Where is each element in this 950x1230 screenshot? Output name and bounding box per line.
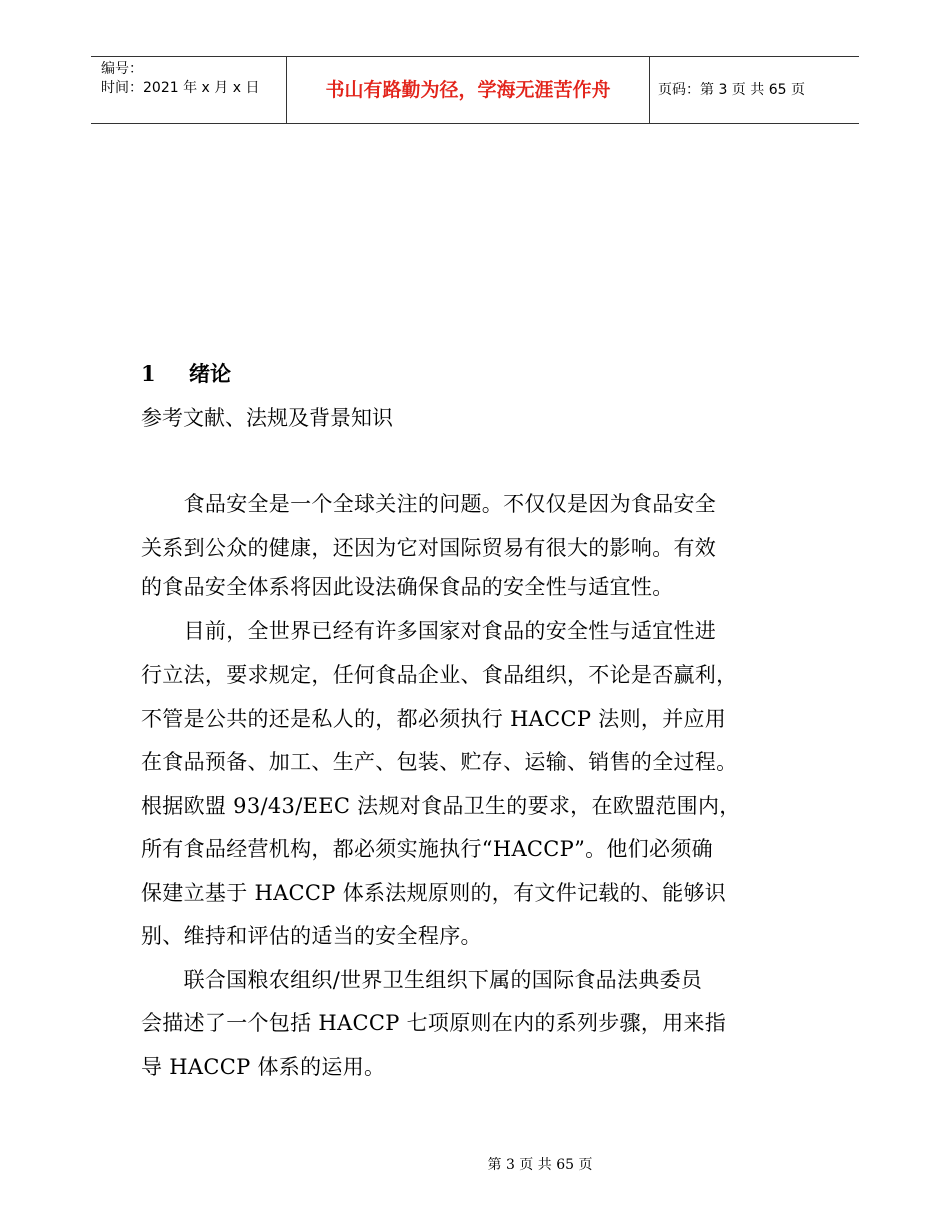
body-line: 所有食品经营机构，都必须实施执行“HACCP”。他们必须确: [141, 837, 713, 861]
body-line: 行立法，要求规定，任何食品企业、食品组织，不论是否赢利，: [141, 663, 738, 687]
date-label: 时间：2021 年 x 月 x 日: [101, 80, 260, 96]
page-header: [91, 56, 859, 124]
section-subtitle: 参考文献、法规及背景知识: [141, 406, 393, 430]
section-heading: [141, 360, 231, 388]
body-line: 保建立基于 HACCP 体系法规原则的，有文件记载的、能够识: [141, 881, 727, 905]
body-line: 根据欧盟 93/43/EEC 法规对食品卫生的要求，在欧盟范围内，: [141, 794, 741, 818]
body-line: 别、维持和评估的适当的安全程序。: [141, 924, 482, 948]
body-line: 联合国粮农组织/世界卫生组织下属的国际食品法典委员: [141, 968, 703, 992]
motto-text: 书山有路勤为径，学海无涯苦作舟: [325, 79, 611, 101]
serial-number-label: 编号：: [101, 61, 143, 77]
body-line: 不管是公共的还是私人的，都必须执行 HACCP 法则，并应用: [141, 707, 727, 731]
header-motto-cell: [287, 57, 650, 123]
section-title: 绪论: [189, 361, 231, 386]
body-line: 目前，全世界已经有许多国家对食品的安全性与适宜性进: [141, 619, 717, 643]
body-line: 导 HACCP 体系的运用。: [141, 1055, 386, 1079]
header-meta-cell: [91, 57, 287, 123]
body-line: 在食品预备、加工、生产、包装、贮存、运输、销售的全过程。: [141, 750, 738, 774]
body-line: 会描述了一个包括 HACCP 七项原则在内的系列步骤，用来指: [141, 1011, 727, 1035]
page-footer: 第 3 页 共 65 页: [487, 1157, 593, 1173]
section-number: 1: [141, 361, 156, 386]
body-line: 的食品安全体系将因此设法确保食品的安全性与适宜性。: [141, 575, 674, 599]
header-page-info: 页码：第 3 页 共 65 页: [658, 82, 805, 98]
body-line: 食品安全是一个全球关注的问题。不仅仅是因为食品安全: [141, 492, 717, 516]
header-page-cell: [650, 57, 859, 123]
body-line: 关系到公众的健康，还因为它对国际贸易有很大的影响。有效: [141, 536, 717, 560]
